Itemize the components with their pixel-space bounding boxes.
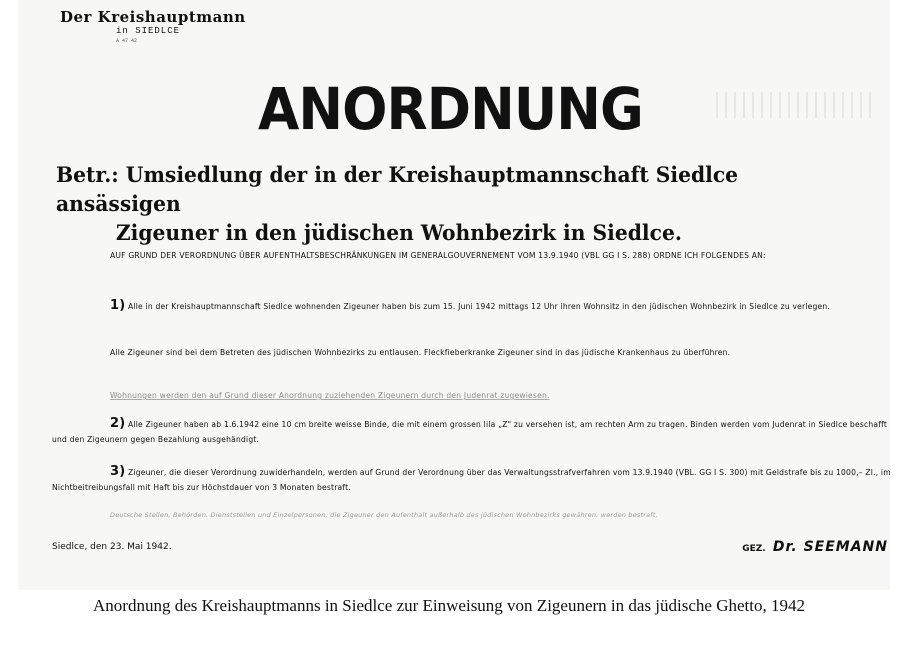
paragraph-1b: [52, 345, 898, 360]
authority-title: Der Kreishauptmann: [60, 8, 246, 26]
paragraph-1-text: Alle in der Kreishauptmannschaft Siedlce wohnenden Zigeuner haben bis zum 15. Juni 1942 mittags 12 Uhr ihren Wohnsitz in den jüdischen Wohnbezirk in Siedlce zu verlegen.: [128, 302, 831, 311]
faded-stamp: [716, 92, 876, 118]
authority-location: in SIEDLCE: [116, 26, 181, 36]
authority-reference: A 47 42: [116, 38, 138, 44]
signed-prefix: GEZ.: [742, 544, 766, 554]
issuing-authority: [60, 8, 280, 44]
subject-line: [56, 160, 857, 247]
subject-line-1: Betr.: Umsiedlung der in der Kreishauptmannschaft Siedlce ansässigen: [56, 162, 739, 216]
paragraph-3: [52, 464, 898, 495]
paragraph-2-number: 2): [110, 416, 126, 431]
place-date: Siedlce, den 23. Mai 1942.: [52, 542, 172, 552]
paragraph-1b-text: Alle Zigeuner sind bei dem Betreten des jüdischen Wohnbezirks zu entlausen. Fleckfieberkranke Zigeuner sind in das jüdische Krankenhaus zu überführen.: [110, 348, 731, 357]
paragraph-1c-faded: Wohnungen werden den auf Grund dieser Anordnung zuziehenden Zigeunern durch den Judenrat zugewiesen.: [110, 391, 550, 400]
paragraph-3-text: Zigeuner, die dieser Verordnung zuwiderhandeln, werden auf Grund der Verordnung über das Verwaltungsstrafverfahren vom 13.9.1940 (VBL. GG I S. 300) mit Geldstrafe bis zu 1000,– Zl., im Nichtbeitreibungsfall mit Haft bis zur Höchstdauer von 3 Monaten bestraft.: [52, 468, 891, 492]
intro-paragraph: AUF GRUND DER VERORDNUNG ÜBER AUFENTHALTSBESCHRÄNKUNGEN IM GENERALGOUVERNEMENT VOM 13.9.1940 (VBL GG I S. 288) ORDNE ICH FOLGENDES AN:: [110, 251, 766, 260]
signature-line: [52, 539, 898, 555]
paragraph-2: [52, 416, 898, 447]
poster-headline: ANORDNUNG: [258, 75, 643, 143]
signature: [742, 539, 888, 555]
signer-name: Dr. SEEMANN: [772, 539, 888, 555]
paragraph-1-number: 1): [110, 298, 126, 313]
paragraph-3-number: 3): [110, 464, 126, 479]
paragraph-2-text: Alle Zigeuner haben ab 1.6.1942 eine 10 cm breite weisse Binde, die mit einem grossen lila „Z" zu versehen ist, am rechten Arm zu tragen. Binden werden vom Judenrat in Siedlce beschafft und den Zigeunern gegen Bezahlung ausgehändigt.: [52, 420, 888, 444]
paragraph-1: [52, 298, 898, 314]
paragraph-3b-faded: Deutsche Stellen, Behörden, Dienststellen und Einzelpersonen, die Zigeuner den Aufenthalt außerhalb des jüdischen Wohnbezirks gewähren, werden bestraft.: [110, 511, 658, 519]
subject-line-2: Zigeuner in den jüdischen Wohnbezirk in Siedlce.: [115, 220, 682, 245]
poster-scan: [18, 0, 890, 590]
image-caption: Anordnung des Kreishauptmanns in Siedlce zur Einweisung von Zigeunern in das jüdische Ghetto, 1942: [93, 596, 805, 615]
